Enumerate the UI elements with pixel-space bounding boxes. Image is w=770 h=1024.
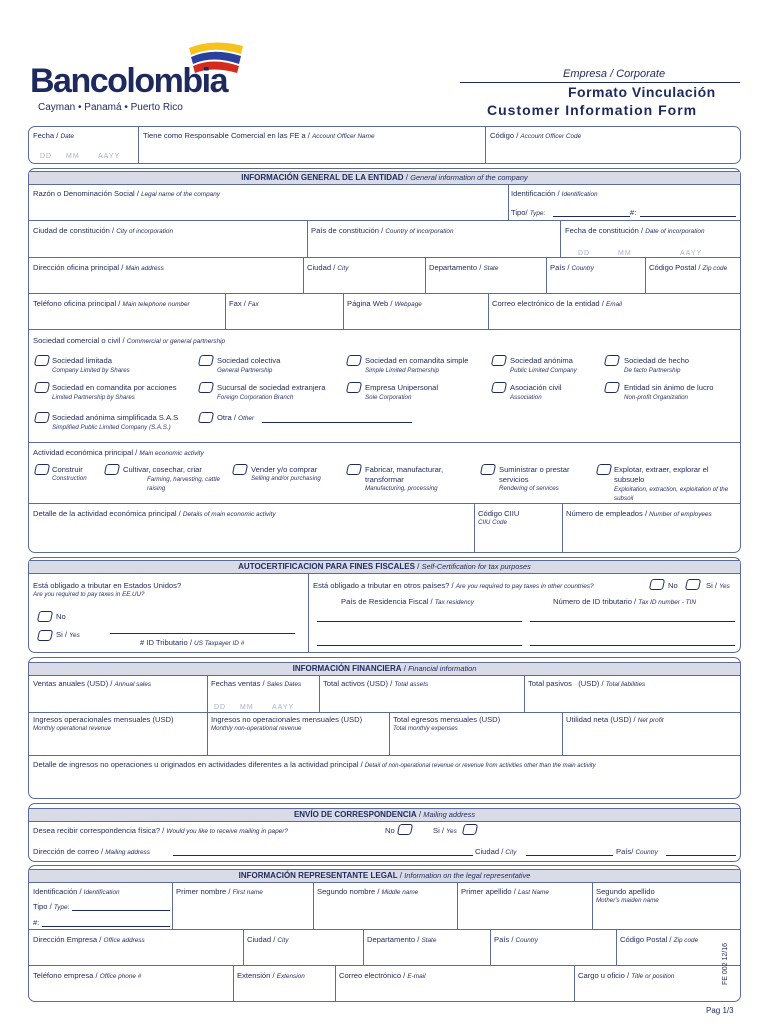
mailing-address-label: Dirección de correo / Mailing address bbox=[33, 847, 150, 856]
comandita-simple-en: Simple Limited Partnership bbox=[365, 367, 439, 374]
sociedad-anonima-label: Sociedad anónima bbox=[510, 356, 573, 365]
us-tax-yes-label: Si / Yes bbox=[56, 630, 80, 639]
sucursal-extranjera-en: Foreign Corporation Branch bbox=[217, 394, 294, 401]
second-last-name-en: Mother's maiden name bbox=[596, 897, 659, 904]
servicios-label: Suministrar o prestar servicios bbox=[499, 465, 570, 484]
rep-id-number-field[interactable] bbox=[42, 926, 170, 927]
checkbox-comandita-acciones[interactable] bbox=[34, 382, 50, 393]
officer-code-label: Código / Account Officer Code bbox=[490, 131, 582, 140]
checkbox-asociacion-civil[interactable] bbox=[491, 382, 507, 393]
checkbox-other-tax-yes[interactable] bbox=[685, 579, 701, 590]
checkbox-cultivar[interactable] bbox=[104, 464, 120, 475]
tax-certification-header: AUTOCERTIFICACION PARA FINES FISCALES / Self-Certification for tax purposes bbox=[29, 560, 740, 574]
mailing-country-label: País/ Country bbox=[616, 847, 658, 856]
legal-name-label: Razón o Denominación Social / Legal name of the company bbox=[33, 189, 220, 198]
checkbox-us-tax-yes[interactable] bbox=[37, 630, 53, 641]
vender-en: Selling and/or purchasing bbox=[251, 475, 321, 482]
paper-mail-no-label: No bbox=[385, 826, 395, 835]
rep-state-label: Departamento / State bbox=[367, 935, 437, 944]
mailing-address-field[interactable] bbox=[173, 855, 473, 856]
fabricar-en: Manufacturing, processing bbox=[365, 485, 438, 492]
checkbox-paper-mail-yes[interactable] bbox=[462, 824, 478, 835]
bank-name: Bancolombia bbox=[30, 62, 227, 100]
inc-date-mm[interactable]: MM bbox=[618, 250, 632, 257]
id-number-label: #: bbox=[630, 208, 637, 217]
fax-label: Fax / Fax bbox=[229, 299, 259, 308]
officer-label: Tiene como Responsable Comercial en las FE a / Account Officer Name bbox=[143, 131, 375, 140]
non-operational-revenue-label: Ingresos no operacionales mensuales (USD) bbox=[211, 715, 363, 724]
bank-logo bbox=[30, 40, 230, 115]
checkbox-construir[interactable] bbox=[34, 464, 50, 475]
id-number-field[interactable] bbox=[640, 216, 736, 217]
sales-date-dd[interactable]: DD bbox=[214, 704, 227, 711]
vender-label: Vender y/o comprar bbox=[251, 465, 318, 474]
ciiu-en: CIIU Code bbox=[478, 519, 507, 526]
checkbox-sociedad-hecho[interactable] bbox=[604, 355, 620, 366]
cultivar-label: Cultivar, cosechar, criar bbox=[123, 465, 202, 474]
email-label: Correo electrónico de la entidad / Email bbox=[492, 299, 622, 308]
second-last-name-label: Segundo apellido bbox=[596, 887, 655, 896]
sociedad-colectiva-label: Sociedad colectiva bbox=[217, 356, 281, 365]
us-tax-question-en: Are you required to pay taxes in EE.UU? bbox=[33, 591, 145, 598]
id-type-field[interactable] bbox=[553, 216, 630, 217]
checkbox-empresa-unipersonal[interactable] bbox=[346, 382, 362, 393]
rep-identification-label: Identificación / Identification bbox=[33, 887, 120, 896]
other-tax-no-label: No bbox=[668, 581, 678, 590]
checkbox-paper-mail-no[interactable] bbox=[397, 824, 413, 835]
checkbox-sociedad-limitada[interactable] bbox=[34, 355, 50, 366]
sociedad-hecho-label: Sociedad de hecho bbox=[624, 356, 690, 365]
non-operational-revenue-en: Monthly non-operational revenue bbox=[211, 725, 302, 732]
tax-residency-label: País de Residencia Fiscal / Tax residency bbox=[341, 597, 474, 606]
checkbox-sucursal-extranjera[interactable] bbox=[198, 382, 214, 393]
sucursal-extranjera-label: Sucursal de sociedad extranjera bbox=[217, 383, 326, 392]
annual-sales-label: Ventas anuales (USD) / Annual sales bbox=[33, 679, 152, 688]
inc-date-yy[interactable]: AAYY bbox=[680, 250, 703, 257]
explotar-label: Explotar, extraer, explorar el subsuelo bbox=[614, 465, 709, 484]
paper-mail-question: Desea recibir correspondencia física? / Would you like to receive mailing in paper? bbox=[33, 826, 288, 835]
checkbox-fabricar[interactable] bbox=[346, 464, 362, 475]
net-profit-label: Utilidad neta (USD) / Net profit bbox=[566, 715, 664, 724]
mailing-country-field[interactable] bbox=[666, 855, 736, 856]
zip-code-label: Código Postal / Zip code bbox=[649, 263, 728, 272]
main-address-label: Dirección oficina principal / Main address bbox=[33, 263, 164, 272]
sociedad-anonima-en: Public Limited Company bbox=[510, 367, 577, 374]
position-label: Cargo u oficio / Title or position bbox=[578, 971, 675, 980]
partnership-type-label: Sociedad comercial o civil / Commercial or general partnership bbox=[33, 336, 226, 345]
other-tax-question: Está obligado a tributar en otros países? / Are you required to pay taxes in other countries? bbox=[313, 581, 594, 590]
construir-label: Construir bbox=[52, 465, 83, 474]
page-number: Pag 1/3 bbox=[706, 1006, 734, 1015]
checkbox-sin-animo-lucro[interactable] bbox=[604, 382, 620, 393]
paper-mail-yes-label: Si / Yes bbox=[433, 826, 457, 835]
sales-date-yy[interactable]: AAYY bbox=[272, 704, 295, 711]
sales-date-mm[interactable]: MM bbox=[240, 704, 254, 711]
financial-info-header: INFORMACIÓN FINANCIERA / Financial information bbox=[29, 662, 740, 676]
bank-locations: Cayman • Panamá • Puerto Rico bbox=[38, 102, 183, 113]
rep-id-type-field[interactable] bbox=[72, 910, 170, 911]
comandita-simple-label: Sociedad en comandita simple bbox=[365, 356, 469, 365]
rep-id-type-label: Tipo / Type: bbox=[33, 902, 70, 911]
checkbox-vender[interactable] bbox=[232, 464, 248, 475]
checkbox-us-tax-no[interactable] bbox=[37, 611, 53, 622]
date-mm-placeholder[interactable]: MM bbox=[66, 153, 80, 160]
date-label: Fecha / Date bbox=[33, 131, 74, 140]
tax-id-field-1[interactable] bbox=[530, 621, 735, 622]
sociedad-hecho-en: De facto Partnership bbox=[624, 367, 681, 374]
other-revenue-details-label: Detalle de ingresos no operaciones u originados en actividades diferentes a la actividad principal / Detail of non-operational revenue or revenue from activities other than the main activity bbox=[33, 760, 596, 769]
monthly-expenses-en: Total monthly expenses bbox=[393, 725, 458, 732]
checkbox-servicios[interactable] bbox=[480, 464, 496, 475]
tax-id-number-label: Número de ID tributario / Tax ID number - TIN bbox=[553, 597, 696, 606]
checkbox-sociedad-anonima[interactable] bbox=[491, 355, 507, 366]
identification-label: Identificación / Identification bbox=[511, 189, 598, 198]
sin-animo-lucro-en: Non-profit Organization bbox=[624, 394, 688, 401]
last-name-label: Primer apellido / Last Name bbox=[461, 887, 549, 896]
total-liabilities-label: Total pasivos (USD) / Total liabilities bbox=[528, 679, 646, 688]
us-tin-field[interactable] bbox=[110, 633, 295, 634]
construir-en: Construction bbox=[52, 475, 87, 482]
form-code: FE 002 12/16 bbox=[722, 942, 729, 985]
webpage-label: Página Web / Webpage bbox=[347, 299, 422, 308]
explotar-en: Exploitation, extraction, exploitation of the subsoil bbox=[614, 486, 729, 502]
tax-residency-field-2[interactable] bbox=[317, 645, 522, 646]
checkbox-sas[interactable] bbox=[34, 412, 50, 423]
city-label: Ciudad / City bbox=[307, 263, 349, 272]
us-tax-no-label: No bbox=[56, 612, 66, 621]
empresa-unipersonal-en: Sole Corporation bbox=[365, 394, 412, 401]
form-title-en: Customer Information Form bbox=[487, 102, 698, 118]
incorporation-city-label: Ciudad de constitución / City of incorporation bbox=[33, 226, 174, 235]
us-tin-label: # ID Tributario / US Taxpayer ID # bbox=[140, 638, 245, 647]
sociedad-colectiva-en: General Partnership bbox=[217, 367, 273, 374]
economic-activity-label: Actividad económica principal / Main economic activity bbox=[33, 448, 204, 457]
extension-label: Extensión / Extension bbox=[237, 971, 305, 980]
first-name-label: Primer nombre / First name bbox=[176, 887, 263, 896]
incorporation-date-label: Fecha de constitución / Date of incorporation bbox=[565, 226, 705, 235]
cultivar-en: Farming, harvesting, cattle raising bbox=[147, 476, 220, 492]
id-type-label: Tipo/ Type: bbox=[511, 208, 546, 217]
legal-representative-box bbox=[28, 865, 741, 1002]
operational-revenue-label: Ingresos operacionales mensuales (USD) bbox=[33, 715, 174, 724]
otra-field[interactable] bbox=[262, 422, 412, 423]
us-tax-question: Está obligado a tributar en Estados Unidos? bbox=[33, 581, 182, 590]
rep-country-label: País / Country bbox=[494, 935, 538, 944]
country-label: País / Country bbox=[550, 263, 594, 272]
legal-representative-header: INFORMACIÓN REPRESENTANTE LEGAL / Information on the legal representative bbox=[29, 869, 740, 883]
total-assets-label: Total activos (USD) / Total assets bbox=[323, 679, 429, 688]
checkbox-otra[interactable] bbox=[198, 412, 214, 423]
monthly-expenses-label: Total egresos mensuales (USD) bbox=[393, 715, 501, 724]
sin-animo-lucro-label: Entidad sin ánimo de lucro bbox=[624, 383, 714, 392]
empresa-unipersonal-label: Empresa Unipersonal bbox=[365, 383, 439, 392]
segment-label: Empresa / Corporate bbox=[563, 68, 666, 80]
other-tax-yes-label: Si / Yes bbox=[706, 581, 730, 590]
mailing-address-header: ENVÍO DE CORRESPONDENCIA / Mailing address bbox=[29, 808, 740, 822]
main-phone-label: Teléfono oficina principal / Main telephone number bbox=[33, 299, 190, 308]
sociedad-limitada-label: Sociedad limitada bbox=[52, 356, 112, 365]
tax-residency-field-1[interactable] bbox=[317, 621, 522, 622]
asociacion-civil-en: Association bbox=[510, 394, 542, 401]
ciiu-label: Código CIIU bbox=[478, 509, 520, 518]
checkbox-comandita-simple[interactable] bbox=[346, 355, 362, 366]
office-address-label: Dirección Empresa / Office address bbox=[33, 935, 145, 944]
middle-name-label: Segundo nombre / Middle name bbox=[317, 887, 419, 896]
servicios-en: Rendering of services bbox=[499, 485, 559, 492]
rep-id-number-label: #: bbox=[33, 918, 40, 927]
activity-details-label: Detalle de la actividad económica principal / Details of main economic activity bbox=[33, 509, 276, 518]
form-title-es: Formato Vinculación bbox=[568, 84, 716, 100]
incorporation-country-label: País de constitución / Country of incorporation bbox=[311, 226, 454, 235]
top-info-box bbox=[28, 126, 741, 164]
asociacion-civil-label: Asociación civil bbox=[510, 383, 562, 392]
checkbox-other-tax-no[interactable] bbox=[649, 579, 665, 590]
date-dd-placeholder[interactable]: DD bbox=[40, 153, 53, 160]
comandita-acciones-en: Limited Partnership by Shares bbox=[52, 394, 135, 401]
inc-date-dd[interactable]: DD bbox=[578, 250, 591, 257]
date-yy-placeholder[interactable]: AAYY bbox=[98, 153, 121, 160]
comandita-acciones-label: Sociedad en comandita por acciones bbox=[52, 383, 177, 392]
employees-label: Número de empleados / Number of employees bbox=[566, 509, 712, 518]
mailing-city-label: Ciudad / City bbox=[475, 847, 517, 856]
sociedad-limitada-en: Company Limited by Shares bbox=[52, 367, 130, 374]
fabricar-label: Fabricar, manufacturar, transformar bbox=[365, 465, 444, 484]
otra-label: Otra / Other bbox=[217, 413, 255, 422]
checkbox-explotar[interactable] bbox=[596, 464, 612, 475]
rep-city-label: Ciudad / City bbox=[247, 935, 289, 944]
sas-label: Sociedad anónima simplificada S.A.S bbox=[52, 413, 179, 422]
office-phone-label: Teléfono empresa / Office phone # bbox=[33, 971, 142, 980]
mailing-city-field[interactable] bbox=[526, 855, 613, 856]
checkbox-sociedad-colectiva[interactable] bbox=[198, 355, 214, 366]
rep-zip-label: Código Postal / Zip code bbox=[620, 935, 699, 944]
general-info-header: INFORMACIÓN GENERAL DE LA ENTIDAD / General information of the company bbox=[29, 171, 740, 185]
sas-en: Simplified Public Limited Company (S.A.S.) bbox=[52, 424, 171, 431]
rep-email-label: Correo electrónico / E-mail bbox=[339, 971, 426, 980]
sales-dates-label: Fechas ventas / Sales Dates bbox=[211, 679, 302, 688]
operational-revenue-en: Monthly operational revenue bbox=[33, 725, 112, 732]
state-label: Departamento / State bbox=[429, 263, 499, 272]
tax-id-field-2[interactable] bbox=[530, 645, 735, 646]
